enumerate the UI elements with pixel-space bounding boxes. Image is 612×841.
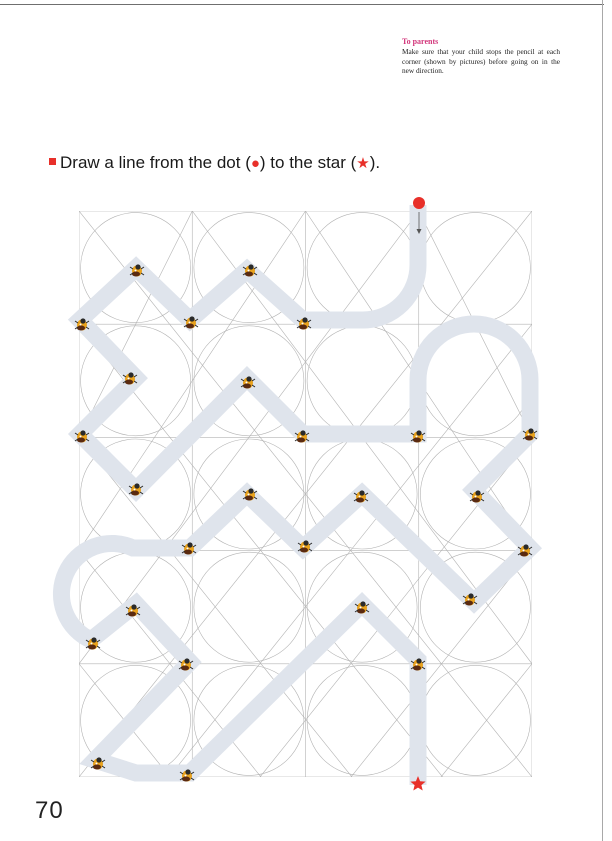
maze-path <box>61 205 530 785</box>
instruction-text-1: Draw a line from the dot ( <box>60 153 251 172</box>
parents-note-body: Make sure that your child stops the pencil at each corner (shown by pictures) before going on in the new direction. <box>402 47 560 75</box>
instruction-text-2: ) to the star ( <box>259 153 357 172</box>
dot-symbol: ● <box>250 155 260 172</box>
maze-grid <box>79 211 532 777</box>
instruction-text-3: ). <box>369 153 381 172</box>
star-symbol: ★ <box>356 155 370 172</box>
start-dot <box>413 197 425 209</box>
parents-note-title: To parents <box>402 37 439 46</box>
page-number: 70 <box>35 797 64 824</box>
